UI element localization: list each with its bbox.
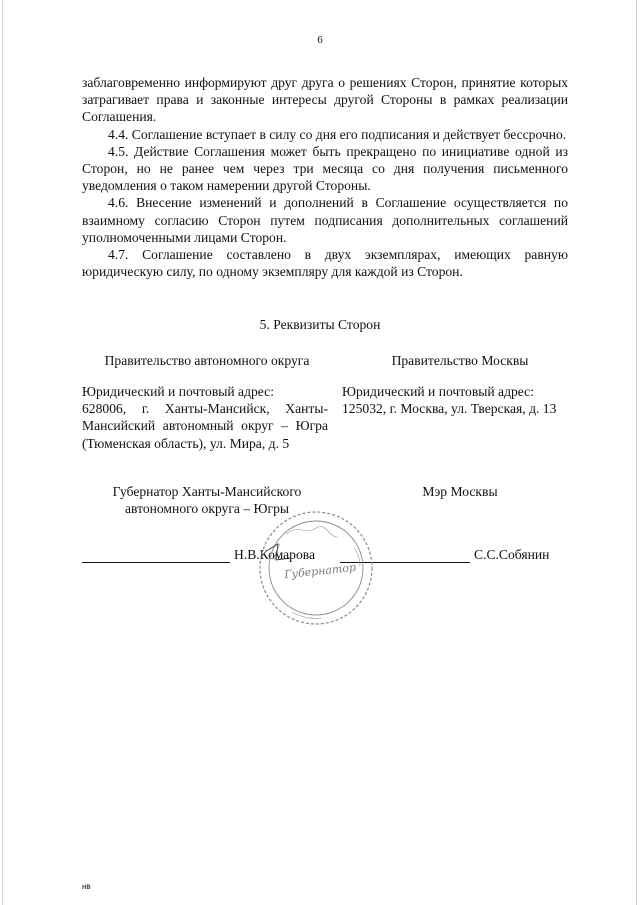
paragraph-continuation: заблаговременно информируют друг друга о решениях Сторон, принятие которых затрагивает права и законные интересы другой Стороны в рамках реализации Соглашения. [82, 75, 568, 125]
left-party-name: Правительство автономного округа [104, 353, 310, 368]
left-signature-blank [82, 549, 230, 563]
official-seal-stamp [256, 500, 376, 632]
right-address-label: Юридический и почтовый адрес: [342, 384, 534, 399]
paragraph-4-7: 4.7. Соглашение составлено в двух экземплярах, имеющих равную юридическую силу, по одному экземпляру для каждой из Сторон. [82, 247, 568, 280]
page-number: 6 [317, 34, 323, 46]
signature-scribble [268, 544, 290, 560]
left-party-address [82, 383, 328, 452]
page-edge-left [2, 0, 3, 905]
left-signer-name: Н.В.Комарова [234, 547, 316, 562]
paragraph-4-5: 4.5. Действие Соглашения может быть прекращено по инициативе одной из Сторон, но не ранее чем через три месяца со дня получения письменного уведомления о таком намерении другой Стороны. [82, 143, 568, 194]
right-party-address [342, 383, 574, 417]
seal-ring-text-mark [286, 527, 338, 538]
agreement-body [82, 74, 568, 280]
page-edge-right [636, 0, 637, 905]
seal-center-text: Губернатор [283, 560, 357, 582]
footer-code: нв [82, 882, 91, 891]
paragraph-4-4: 4.4. Соглашение вступает в силу со дня его подписания и действует бессрочно. [108, 126, 567, 142]
left-address-text: 628006, г. Ханты-Мансийск, Ханты-Мансийский автономный округ – Югра (Тюменская область), ул. Мира, д. 5 [82, 401, 328, 451]
paragraph-4-6: 4.6. Внесение изменений и дополнений в Соглашение осуществляется по взаимному согласию Сторон путем подписания дополнительных соглашений уполномоченными лицами Сторон. [82, 195, 568, 245]
right-signer-name: С.С.Собянин [474, 547, 550, 562]
section-title: 5. Реквизиты Сторон [259, 317, 381, 332]
right-party-name: Правительство Москвы [391, 353, 529, 368]
left-address-label: Юридический и почтовый адрес: [82, 384, 274, 399]
left-signer-title: Губернатор Ханты-Мансийского автономного округа – Югры [112, 484, 302, 517]
right-address-text: 125032, г. Москва, ул. Тверская, д. 13 [342, 401, 557, 417]
right-signer-title: Мэр Москвы [422, 484, 498, 499]
